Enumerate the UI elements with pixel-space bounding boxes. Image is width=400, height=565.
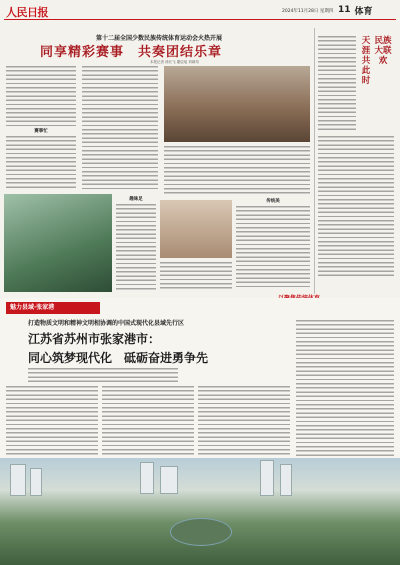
issue-date: 2024年11月28日 星期四: [282, 9, 334, 14]
advertorial-kicker: 打造物质文明和精神文明相协调的中国式现代化县域先行区: [28, 320, 185, 327]
article-text-block: [160, 262, 232, 290]
page-number: 11: [338, 5, 351, 15]
building: [260, 460, 274, 496]
article-text-block: [236, 206, 310, 290]
advertorial-text-block: [102, 386, 194, 456]
column-divider: [314, 28, 315, 294]
advertorial-title-line2[interactable]: 同心筑梦现代化 砥砺奋进勇争先: [28, 351, 209, 365]
article-photo-small: [160, 200, 232, 258]
advertorial-city-photo: [0, 458, 400, 565]
building: [280, 464, 292, 496]
side-title-right: 民族大联欢: [374, 36, 392, 66]
building: [140, 462, 154, 494]
advertorial-text-block: [296, 320, 394, 456]
article-headline[interactable]: 同享精彩赛事 共奏团结乐章: [40, 45, 223, 60]
advertorial-intro: [28, 368, 178, 382]
advertorial-text-block: [6, 386, 98, 456]
side-text-block: [318, 36, 356, 132]
article-subhead: 赛事忙: [34, 129, 48, 134]
article-text-block: [116, 204, 156, 292]
masthead-rule: [4, 19, 396, 20]
advertorial-text-block: [198, 386, 290, 456]
article-text-block: [6, 66, 76, 126]
article-subhead: 趣味足: [129, 197, 143, 202]
article-photo-football: [4, 194, 112, 292]
building: [160, 466, 178, 494]
advertorial-banner: 魅力县域·张家港: [6, 302, 100, 314]
article-text-block: [164, 146, 310, 194]
masthead-logo: 人民日报: [6, 6, 48, 19]
article-kicker: 第十二届全国少数民族传统体育运动会火热开展: [96, 35, 223, 42]
advertorial-title-line1[interactable]: 江苏省苏州市张家港市：: [28, 332, 161, 346]
article-text-block: [82, 66, 158, 190]
building: [30, 468, 42, 496]
side-title-left: 天涯共此时: [361, 36, 371, 86]
section-name: 体育: [354, 6, 373, 17]
page-header: [338, 3, 396, 17]
article-byline: 本报记者 徐长飞 董辰瑶 刘硕均: [150, 60, 199, 64]
island-lake: [170, 518, 232, 546]
side-text-block: [318, 136, 394, 276]
article-photo-dance: [164, 66, 310, 142]
building: [10, 464, 26, 496]
article-subhead: 传统美: [266, 199, 280, 204]
article-text-block: [6, 136, 76, 190]
